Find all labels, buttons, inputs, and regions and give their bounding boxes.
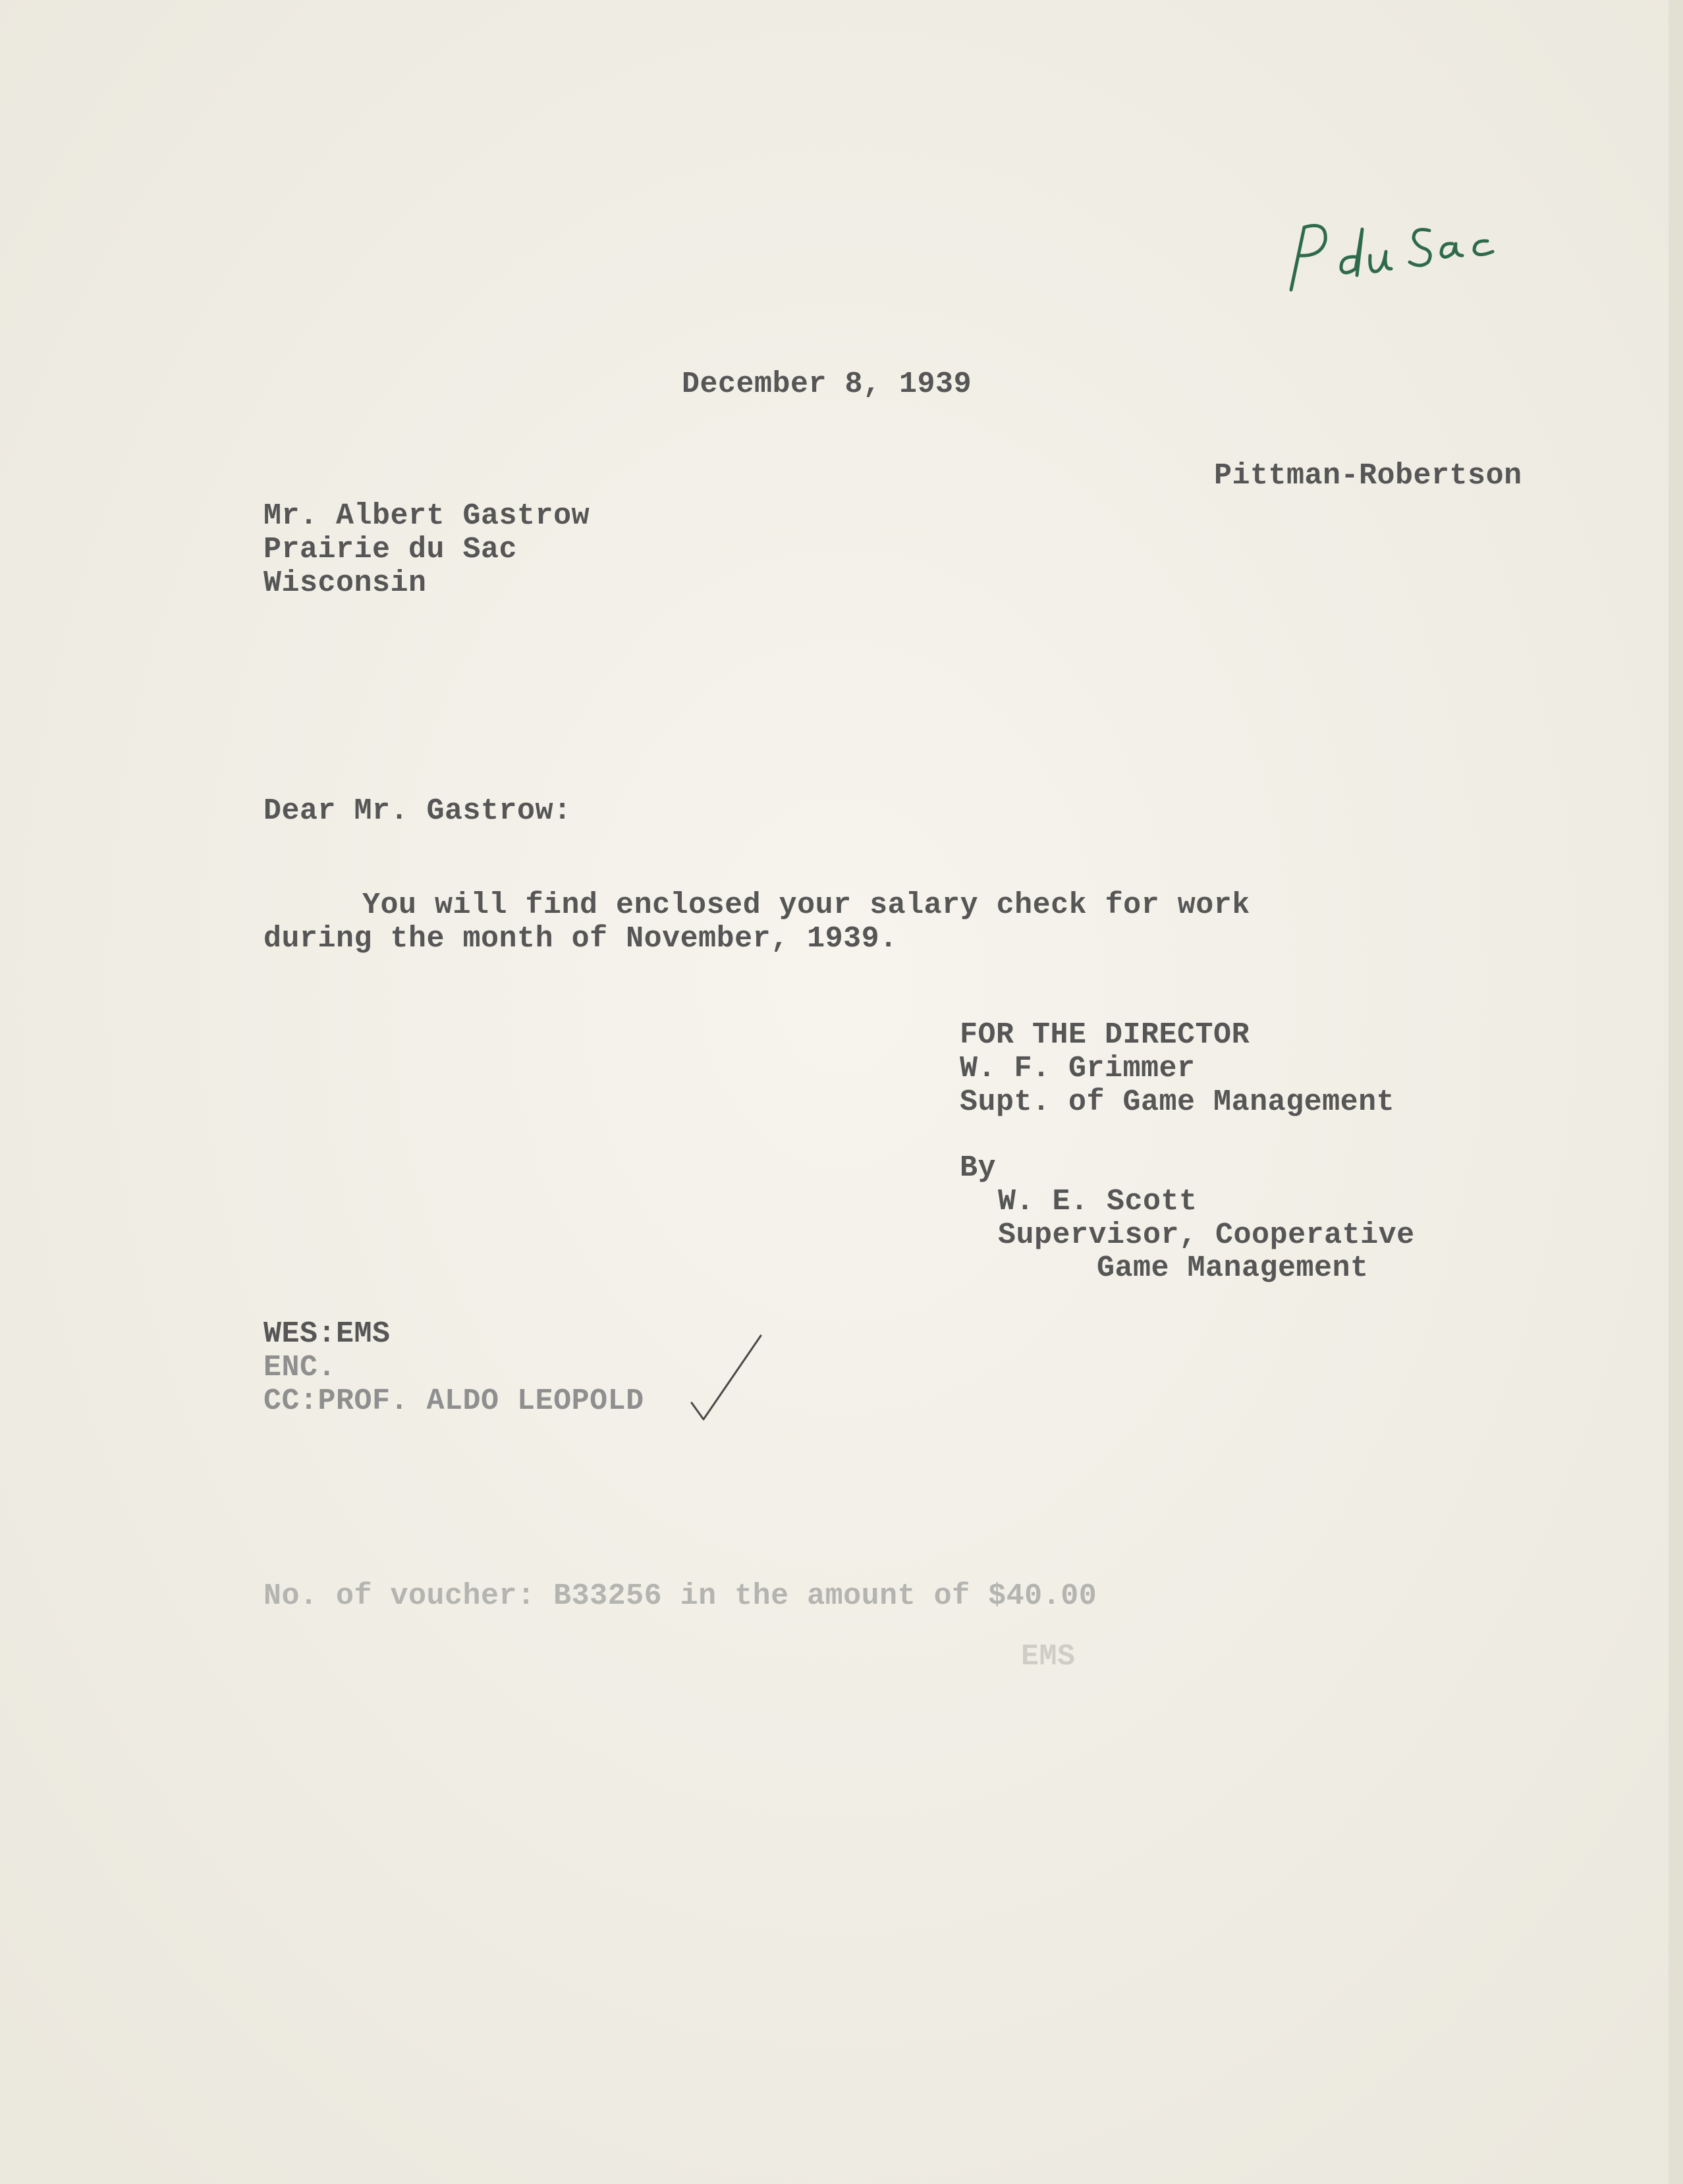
body-line-1: You will find enclosed your salary check for work — [362, 888, 1250, 922]
signature-signer-title-1: Supervisor, Cooperative — [998, 1218, 1415, 1252]
signature-director-title: Supt. of Game Management — [960, 1085, 1395, 1119]
recipient-city: Prairie du Sac — [263, 533, 518, 566]
stamp-initials: EMS — [1021, 1640, 1076, 1674]
recipient-state: Wisconsin — [263, 566, 427, 600]
recipient-name: Mr. Albert Gastrow — [263, 499, 590, 533]
signature-signer-title-2: Game Management — [1097, 1251, 1369, 1285]
salutation: Dear Mr. Gastrow: — [263, 794, 572, 828]
program-label: Pittman-Robertson — [1214, 459, 1522, 493]
reference-enclosure: ENC. — [263, 1351, 337, 1384]
voucher-note: No. of voucher: B33256 in the amount of $40.00 — [263, 1579, 1097, 1613]
signature-by: By — [960, 1151, 997, 1185]
signature-signer-name: W. E. Scott — [998, 1185, 1198, 1218]
paper-edge — [1669, 0, 1683, 2184]
check-mark-icon — [678, 1324, 777, 1436]
handwritten-note — [1278, 178, 1528, 310]
reference-initials: WES:EMS — [263, 1317, 391, 1351]
reference-cc: CC:PROF. ALDO LEOPOLD — [263, 1384, 644, 1418]
body-line-2: during the month of November, 1939. — [263, 922, 898, 956]
signature-for-line: FOR THE DIRECTOR — [960, 1018, 1250, 1052]
signature-director-name: W. F. Grimmer — [960, 1052, 1196, 1085]
letter-date: December 8, 1939 — [682, 368, 972, 401]
